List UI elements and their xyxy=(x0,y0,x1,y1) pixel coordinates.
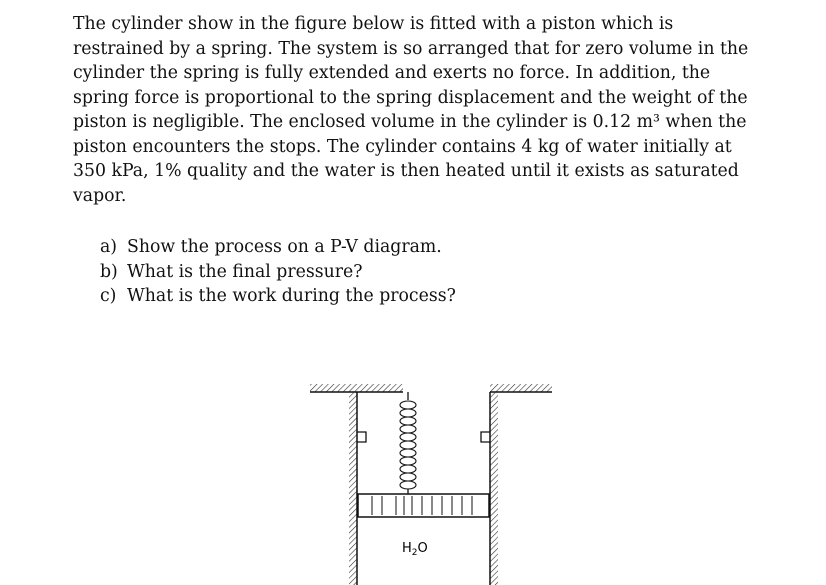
problem-line: piston is negligible. The enclosed volume in the cylinder is 0.12 m³ when the xyxy=(73,112,747,132)
question-marker: c) xyxy=(100,286,117,306)
problem-statement xyxy=(73,12,773,208)
wall-hatch-right xyxy=(490,392,498,585)
spring-coil xyxy=(400,401,416,489)
stop-left xyxy=(357,432,366,442)
question-marker: a) xyxy=(100,237,118,257)
problem-line: The cylinder show in the figure below is fitted with a piston which is xyxy=(73,14,674,34)
piston-cylinder-figure xyxy=(300,378,560,585)
problem-line: vapor. xyxy=(73,185,127,206)
wall-hatch-left xyxy=(349,392,357,585)
ground-hatch-right xyxy=(490,384,552,392)
stop-right xyxy=(481,432,490,442)
question-item xyxy=(100,284,456,309)
problem-line: restrained by a spring. The system is so arranged that for zero volume in the xyxy=(73,38,749,59)
piston-cylinder-diagram xyxy=(300,378,560,585)
ground-hatch-left xyxy=(310,384,403,392)
question-text: What is the work during the process? xyxy=(127,286,456,306)
problem-line: spring force is proportional to the spring displacement and the weight of the xyxy=(73,87,748,108)
question-item xyxy=(100,260,456,285)
question-marker: b) xyxy=(100,261,118,282)
problem-line: cylinder the spring is fully extended and exerts no force. In addition, the xyxy=(73,63,711,83)
h2o-label: $H_2O$ xyxy=(402,541,428,558)
question-text: Show the process on a P-V diagram. xyxy=(127,237,442,257)
question-item xyxy=(100,235,456,260)
question-list xyxy=(100,235,456,309)
problem-line: piston encounters the stops. The cylinder contains 4 kg of water initially at xyxy=(73,136,732,157)
question-text: What is the final pressure? xyxy=(127,261,363,282)
piston xyxy=(358,494,489,517)
problem-line: 350 kPa, 1% quality and the water is then heated until it exists as saturated xyxy=(73,161,739,181)
